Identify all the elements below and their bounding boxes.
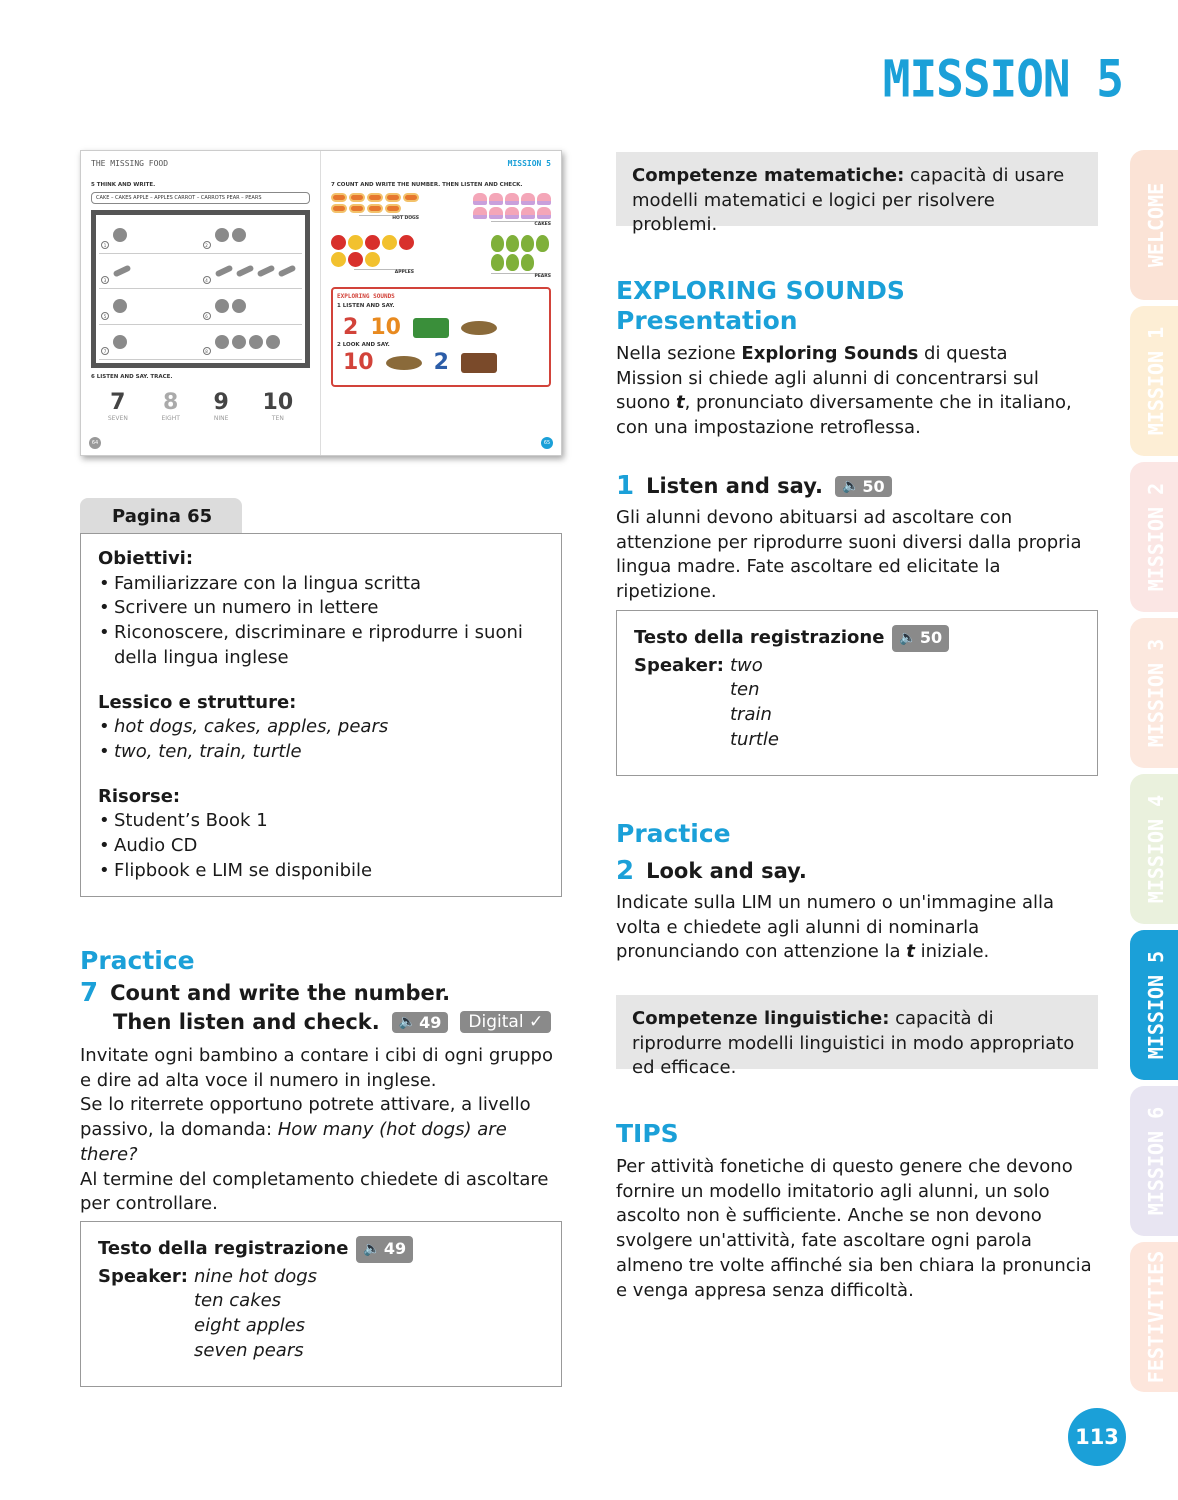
grid-cell: 4	[201, 254, 303, 290]
spread-exploring-2: 2 LOOK AND SAY.	[337, 342, 390, 348]
grid-cell: 6	[201, 289, 303, 325]
recording-line: turtle	[730, 728, 779, 750]
exploring-sounds-heading: EXPLORING SOUNDS Presentation	[616, 276, 905, 335]
side-tab-mission-6[interactable]: MISSION 6	[1130, 1086, 1178, 1236]
left-practice-heading: Practice	[80, 946, 195, 975]
presentation-text: Nella sezione Exploring Sounds di questa Mission si chiede agli alunni di concentrarsi sul suono t, pronunciato diversamente che in italiano, con una impostazione retroflessa.	[616, 343, 1072, 439]
objective-item: • Riconoscere, discriminare e riprodurre i suoni della lingua inglese	[98, 621, 544, 670]
grid-cell: 5	[99, 289, 201, 325]
spread-exploring-1: 1 LISTEN AND SAY.	[337, 303, 395, 309]
tips-text: Per attività fonetiche di questo genere che devono fornire un modello imitatorio agli alunni, un solo ascolto non è sufficiente. Anche se non devono svolgere un'attività, fate ascoltare ogni parola almeno tre volte affinché sia ben chiara la pronuncia e venga appresa senza difficoltà.	[616, 1156, 1092, 1301]
spread-right-page	[321, 151, 561, 455]
hotdog-group	[331, 191, 419, 227]
food-label-cakes: CAKES	[491, 221, 551, 227]
recording-line: ten	[730, 679, 760, 701]
page-number: 113	[1068, 1408, 1126, 1466]
resources-group	[98, 785, 544, 884]
pear-group	[491, 233, 551, 279]
spread-right-header: MISSION 5	[507, 159, 551, 168]
spread-instruction-5: 5 THINK AND WRITE.	[91, 182, 156, 188]
spread-exploring-row-1: 2 10	[337, 315, 545, 340]
side-tab-festivities[interactable]: FESTIVITIES	[1130, 1242, 1178, 1392]
speaker-label: Speaker:	[634, 654, 724, 676]
food-label-apples: APPLES	[354, 269, 414, 275]
activity-7-title-line2: Then listen and check. 🔈 49 Digital ✓	[113, 1010, 551, 1034]
speaker-label: Speaker:	[98, 1265, 188, 1287]
lexicon-group	[98, 691, 544, 765]
lexicon-title: Lessico e strutture:	[98, 691, 297, 713]
speaker-icon: 🔈	[899, 630, 917, 646]
lexicon-item: • hot dogs, cakes, apples, pears	[98, 715, 544, 740]
spread-exploring-row-2: 10 2	[337, 350, 545, 375]
right-practice-heading: Practice	[616, 819, 731, 848]
tips-heading: TIPS	[616, 1119, 679, 1148]
audio-badge[interactable]: 🔈 50	[892, 625, 949, 652]
recording-line: train	[730, 704, 772, 726]
food-label-pears: PEARS	[491, 273, 551, 279]
recording-line: two	[730, 654, 763, 676]
spread-number: 7 SEVEN	[107, 390, 128, 422]
spread-exploring-box	[331, 287, 551, 387]
spread-instruction-6: 6 LISTEN AND SAY. TRACE.	[91, 374, 173, 380]
resources-title: Risorse:	[98, 785, 181, 807]
spread-number: 8 EIGHT	[161, 390, 180, 422]
grid-cell: 2	[201, 218, 303, 254]
recording-lines	[634, 654, 1080, 753]
food-label-hotdogs: HOT DOGS	[359, 215, 419, 221]
activity-7-description: Invitate ogni bambino a contare i cibi di ogni gruppo e dire ad alta voce il numero in inglese. Se lo riterrete opportuno potrete attivare, a livello passivo, la domanda: How many (hot dogs) are there? Al termine del completamento chiedete di ascoltare per controllare.	[80, 1045, 553, 1215]
audio-badge[interactable]: 🔈 49	[356, 1236, 413, 1263]
speaker-icon: 🔈	[398, 1014, 417, 1030]
side-tab-mission-1[interactable]: MISSION 1	[1130, 306, 1178, 456]
recording-line: eight apples	[194, 1315, 306, 1337]
grid-cell: 8	[201, 325, 303, 361]
math-competence-box: Competenze matematiche: capacità di usare modelli matematici e logici per risolvere problemi.	[616, 152, 1098, 226]
linguistic-competence-box: Competenze linguistiche: capacità di riprodurre modelli linguistici in modo appropriato ed efficace.	[616, 995, 1098, 1069]
apple-group	[331, 233, 414, 279]
spread-left-page	[81, 151, 321, 455]
recording-box-50	[616, 610, 1098, 776]
side-tab-mission-4[interactable]: MISSION 4	[1130, 774, 1178, 924]
speaker-icon: 🔈	[841, 478, 860, 494]
side-tab-mission-2[interactable]: MISSION 2	[1130, 462, 1178, 612]
pagina-tab: Pagina 65	[80, 498, 242, 534]
spread-left-header: THE MISSING FOOD	[91, 159, 169, 168]
grid-cell: 3	[99, 254, 201, 290]
spread-exploring-title: EXPLORING SOUNDS	[337, 293, 395, 300]
spread-right-page-number: 65	[541, 437, 553, 449]
resource-item: • Student’s Book 1	[98, 809, 544, 834]
food-top	[331, 191, 551, 227]
cake-group	[473, 191, 551, 227]
spread-number: 10 TEN	[262, 390, 294, 422]
recording-line: ten cakes	[194, 1290, 282, 1312]
side-tab-mission-3[interactable]: MISSION 3	[1130, 618, 1178, 768]
spread-grid	[91, 210, 310, 368]
speaker-icon: 🔈	[363, 1241, 381, 1257]
recording-line: nine hot dogs	[194, 1265, 318, 1287]
objective-item: • Scrivere un numero in lettere	[98, 596, 544, 621]
objectives-title: Obiettivi:	[98, 548, 194, 569]
spread-word-bank: CAKE – CAKES APPLE – APPLES CARROT – CARROTS PEAR – PEARS	[91, 192, 310, 204]
audio-badge[interactable]: 🔈 50	[835, 476, 892, 497]
mission-title: MISSION 5	[882, 49, 1123, 109]
spread-numbers	[91, 390, 310, 422]
resource-item: • Audio CD	[98, 834, 544, 859]
objectives-group	[98, 547, 544, 671]
spread-number: 9 NINE	[213, 390, 229, 422]
recording-title: Testo della registrazione 🔈 50	[634, 625, 1080, 652]
activity-7-title-line1: 7 Count and write the number.	[80, 978, 451, 1008]
activity-1-description: Gli alunni devono abituarsi ad ascoltare con attenzione per riprodurre suoni diversi dalla propria lingua madre. Fate ascoltare ed elicitate la ripetizione.	[616, 507, 1082, 603]
grid-cell: 1	[99, 218, 201, 254]
side-tab-mission-5[interactable]: MISSION 5	[1130, 930, 1178, 1080]
activity-2-title: 2 Look and say.	[616, 856, 807, 886]
activity-1-title: 1 Listen and say. 🔈 50	[616, 471, 892, 501]
resource-item: • Flipbook e LIM se disponibile	[98, 859, 544, 884]
lexicon-item: • two, ten, train, turtle	[98, 740, 544, 765]
digital-badge[interactable]: Digital ✓	[460, 1011, 551, 1033]
objectives-box	[80, 533, 562, 897]
spread-left-page-number: 64	[89, 437, 101, 449]
audio-badge[interactable]: 🔈 49	[392, 1012, 449, 1033]
recording-box-49	[80, 1221, 562, 1387]
recording-title: Testo della registrazione 🔈 49	[98, 1236, 544, 1263]
grid-cell: 7	[99, 325, 201, 361]
objective-item: • Familiarizzare con la lingua scritta	[98, 572, 544, 597]
recording-line: seven pears	[194, 1339, 304, 1361]
food-bottom	[331, 233, 551, 279]
activity-2-description: Indicate sulla LIM un numero o un'immagine alla volta e chiedete agli alunni di nominarla pronunciando con attenzione la t iniziale.	[616, 892, 1055, 963]
spread-instruction-7: 7 COUNT AND WRITE THE NUMBER. THEN LISTEN AND CHECK.	[331, 182, 523, 188]
book-spread-thumbnail	[80, 150, 562, 456]
recording-lines	[98, 1265, 544, 1364]
side-tab-welcome[interactable]: WELCOME	[1130, 150, 1178, 300]
